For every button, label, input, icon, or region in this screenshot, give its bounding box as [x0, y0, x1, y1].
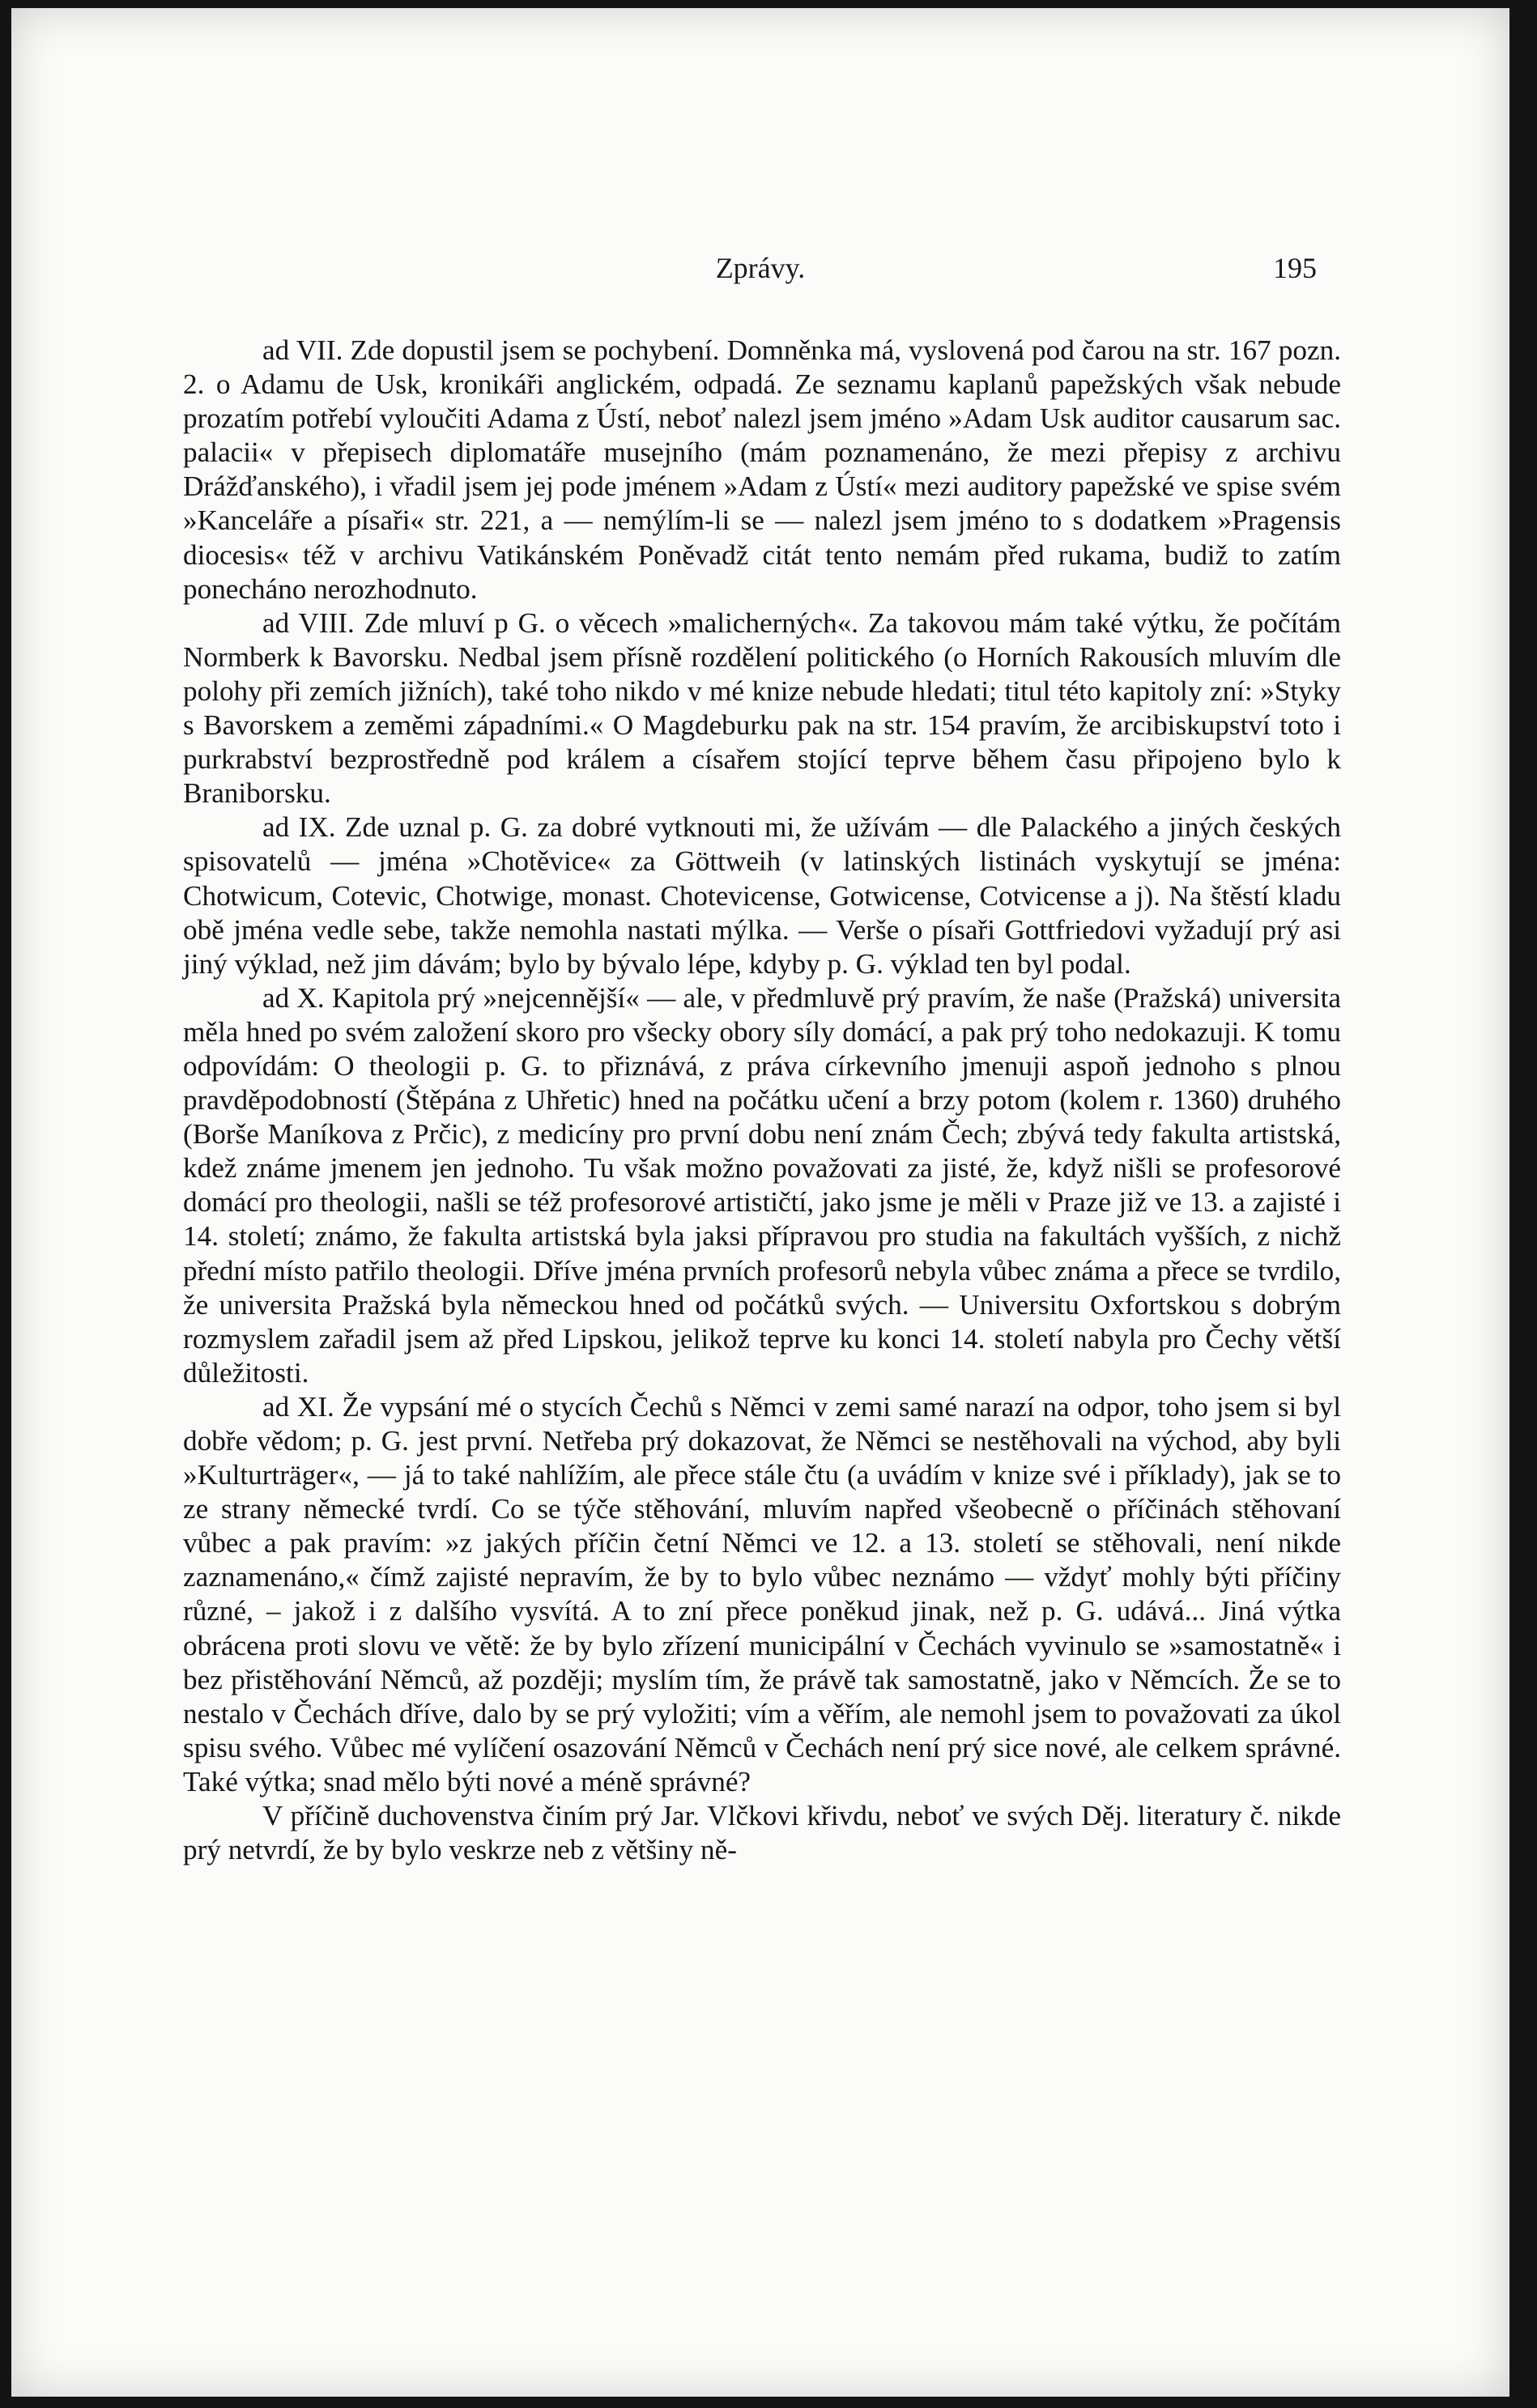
page-header [11, 251, 1509, 291]
paragraph-ad-viii: ad VIII. Zde mluví p G. o věcech »malicherných«. Za takovou mám také výtku, že počítám Normberk k Bavorsku. Nedbal jsem přísně rozdělení politického (o Horních Rakousích mluvím dle polohy při zemích jižních), také toho nikdo v mé knize nebude hledati; titul této kapitoly zní: »Styky s Bavorskem a zeměmi západními.« O Magdeburku pak na str. 154 pravím, že arcibiskupství toto i purkrabství bezprostředně pod králem a císařem stojící teprve během času připojeno bylo k Braniborsku. [183, 606, 1341, 810]
page-number: 195 [1273, 252, 1317, 284]
paragraph-ad-xi: ad XI. Že vypsání mé o stycích Čechů s Němci v zemi samé narazí na odpor, toho jsem si byl dobře vědom; p. G. jest první. Netřeba prý dokazovat, že Němci se nestěhovali na východ, aby byli »Kulturträger«, — já to také nahlížím, ale přece stále čtu (a uvádím v knize své i příklady), jak se to ze strany německé tvrdí. Co se týče stěhování, mluvím napřed všeobecně o příčinách stěhovaní vůbec a pak pravím: »z jakých příčin četní Němci ve 12. a 13. století se stěhovali, není nikde zaznamenáno,« čímž zajisté nepravím, že by to bylo vůbec neznámo — vždyť mohly býti příčiny různé, – jakož i z dalšího vysvítá. A to zní přece poněkud jinak, než p. G. udává... Jiná výtka obrácena proti slovu ve větě: že by bylo zřízení municipální v Čechách vyvinulo se »samostatně« i bez přistěhování Němců, až později; myslím tím, že právě tak samostatně, jako v Němcích. Že se to nestalo v Čechách dříve, dalo by se prý vyložiti; vím a věřím, ale nemohl jsem to považovati za úkol spisu svého. Vůbec mé vylíčení osazování Němců v Čechách není prý sice nové, ale celkem správné. Také výtka; snad mělo býti nové a méně správné? [183, 1390, 1341, 1797]
running-title: Zprávy. [715, 252, 806, 284]
paragraph-duchovenstvo: V příčině duchovenstva činím prý Jar. Vlčkovi křivdu, neboť ve svých Děj. literatury č. nikde prý netvrdí, že by bylo veskrze neb z většiny ně- [183, 1800, 1341, 1866]
document-page [11, 8, 1509, 2397]
paragraph-ad-vii: ad VII. Zde dopustil jsem se pochybení. Domněnka má, vyslovená pod čarou na str. 167 pozn. 2. o Adamu de Usk, kronikáři anglickém, odpadá. Ze seznamu kaplanů papežských však nebude prozatím potřebí vyloučiti Adama z Ústí, neboť nalezl jsem jméno »Adam Usk auditor causarum sac. palacii« v přepisech diplomatáře musejního (mám poznamenáno, že mezi přepisy z archivu Drážďanského), i vřadil jsem jej pode jménem »Adam z Ústí« mezi auditory papežské ve spise svém »Kanceláře a písaři« str. 221, a — nemýlím-li se — nalezl jsem jméno to s dodatkem »Pragensis diocesis« též v archivu Vatikánském Poněvadž citát tento nemám před rukama, budiž to zatím ponecháno nerozhodnuto. [183, 334, 1341, 605]
body-text [183, 334, 1341, 1867]
paragraph-ad-ix: ad IX. Zde uznal p. G. za dobré vytknouti mi, že užívám — dle Palackého a jiných českých spisovatelů — jména »Chotěvice« za Göttweih (v latinských listinách vyskytují se jména: Chotwicum, Cotevic, Chotwige, monast. Chotevicense, Gotwicense, Cotvicense a j). Na štěstí kladu obě jména vedle sebe, takže nemohla nastati mýlka. — Verše o písaři Gottfriedovi vyžadují prý asi jiný výklad, než jim dávám; bylo by bývalo lépe, kdyby p. G. výklad ten byl podal. [183, 811, 1341, 980]
paragraph-ad-x: ad X. Kapitola prý »nejcennější« — ale, v předmluvě prý pravím, že naše (Pražská) universita měla hned po svém založení skoro pro všecky obory síly domácí, a pak prý toho nedokazuji. K tomu odpovídám: O theologii p. G. to přiznává, z práva církevního jmenuji aspoň jednoho s plnou pravděpodobností (Štěpána z Uhřetic) hned na počátku učení a brzy potom (kolem r. 1360) druhého (Borše Maníkova z Prčic), z medicíny pro první dobu není znám Čech; zbývá tedy fakulta artistská, kdež známe jmenem jen jednoho. Tu však možno považovati za jisté, že, když nišli se profesorové domácí pro theologii, našli se též profesorové artističtí, jako jsme je měli v Praze již ve 13. a zajisté i 14. století; známo, že fakulta artistská byla jaksi přípravou pro studia na fakultách vyšších, z nichž přední místo patřilo theologii. Dříve jména prvních profesorů nebyla vůbec známa a přece se tvrdilo, že universita Pražská byla německou hned od počátků svých. — Universitu Oxfortskou s dobrým rozmyslem zařadil jsem až před Lipskou, jelikož teprve ku konci 14. století nabyla pro Čechy větší důležitosti. [183, 981, 1341, 1389]
